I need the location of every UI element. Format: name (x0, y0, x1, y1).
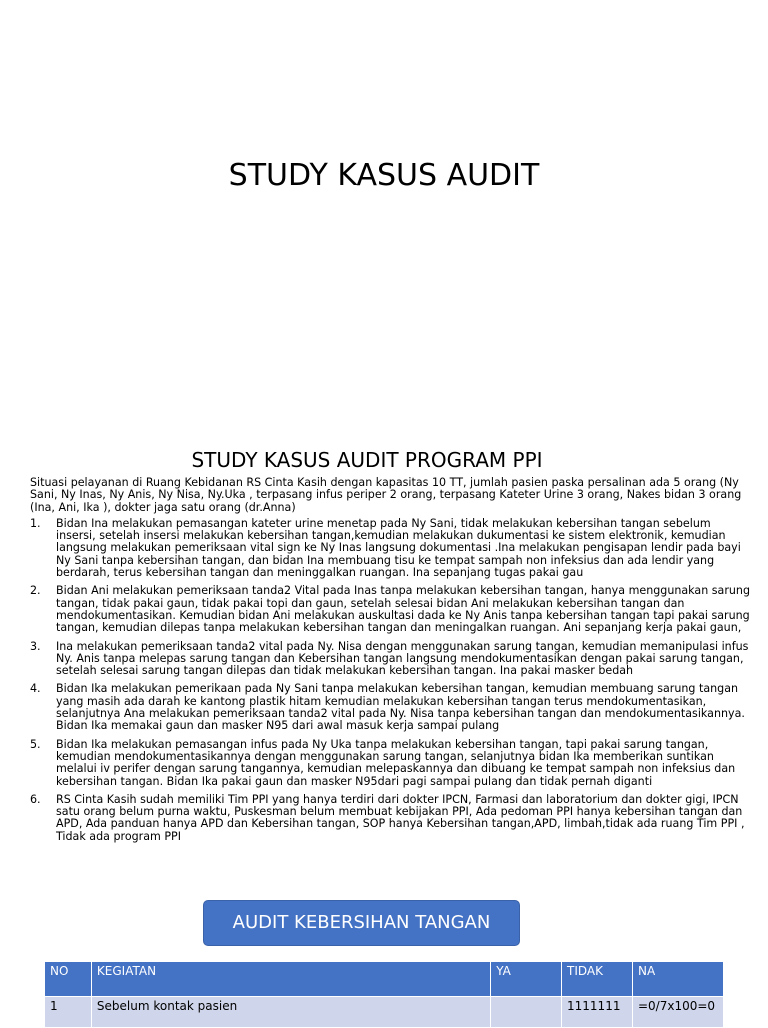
audit-table (44, 961, 724, 1028)
case-intro: Situasi pelayanan di Ruang Kebidanan RS Cinta Kasih dengan kapasitas 10 TT, jumlah pasien paska persalinan ada 5 orang (Ny Sani, Ny Inas, Ny Anis, Ny Nisa, Ny.Uka , terpasang infus periper 2 orang, terpasang Kateter Urine 3 orang, Nakes bidan 3 orang (Ina, Ani, Ika ), dokter jaga satu orang (dr.Anna) (30, 477, 742, 514)
list-item-text: Bidan Ina melakukan pemasangan kateter urine menetap pada Ny Sani, tidak melakukan kebersihan tangan sebelum insersi, setelah insersi melakukan kebersihan tangan,kemudian melakukan dukumentasi ke sistem elektronik, kemudian langsung melakukan pemeriksaan vital sign ke Ny Inas langsung dokumentasi .Ina melakukan pengisapan lendir pada bayi Ny Sani tanpa kebersihan tangan, dan bidan Ina membuang tisu ke tempat sampah non infeksius dan ada lendir yang berdarah, terus kebersihan tangan dan meninggalkan ruangan. Ina sepanjang tugas pakai gau (56, 516, 741, 580)
column-header-no: NO (45, 962, 92, 997)
list-item-number: 5. (30, 737, 41, 751)
list-item (30, 683, 752, 732)
list-item-text: Bidan Ika melakukan pemasangan infus pada Ny Uka tanpa melakukan kebersihan tangan, tapi pakai sarung tangan, kemudian mendokumentasikannya dengan menggunakan sarung tangan, selanjutnya bidan Ika memberikan suntikan melalui iv perifer dengan sarung tangannya, kemudian melepaskannya dan dibuang ke tempat sampah non infeksius dan kebersihan tangan. Bidan Ika pakai gaun dan masker N95dari pagi sampai pulang dan tidak pernah diganti (56, 737, 736, 788)
list-item-text: RS Cinta Kasih sudah memiliki Tim PPI yang hanya terdiri dari dokter IPCN, Farmasi dan laboratorium dan dokter gigi, IPCN satu orang belum purna waktu, Puskesman belum membuat kebijakan PPI, Ada pedoman PPI hanya kebersihan tangan dan APD, Ada panduan hanya APD dan Kebersihan tangan, SOP hanya Kebersihan tangan,APD, limbah,tidak ada ruang Tim PPI , Tidak ada program PPI (56, 792, 745, 843)
list-item (30, 585, 752, 634)
case-study-body (30, 477, 752, 867)
column-header-tidak: TIDAK (562, 962, 633, 997)
table-cell-na: =0/7x100=0 (632, 997, 723, 1028)
list-item-text: Ina melakukan pemeriksaan tanda2 vital pada Ny. Nisa dengan menggunakan sarung tangan, kemudian memanipulasi infus Ny. Anis tanpa melepas sarung tangan dan Kebersihan tangan langsung mendokumentasikan dengan pakai sarung tangan, setelah selesai sarung tangan dilepas dan tidak melakukan kebersihan tangan. Ina pakai masker bedah (56, 639, 749, 678)
list-item (30, 739, 752, 788)
table-row (45, 997, 724, 1028)
case-list (30, 518, 752, 843)
table-cell-ya (491, 997, 562, 1028)
list-item (30, 518, 752, 579)
audit-hand-hygiene-button[interactable]: AUDIT KEBERSIHAN TANGAN (203, 900, 520, 946)
column-header-ya: YA (491, 962, 562, 997)
list-item-text: Bidan Ika melakukan pemerikaan pada Ny Sani tanpa melakukan kebersihan tangan, kemudian membuang sarung tangan yang masih ada darah ke kantong plastik hitam kemudian melakukan kebersihan tangan terus mendokumentasikan, selanjutnya Ana melakukan pemeriksaan tanda2 vital pada Ny. Nisa tanpa kebersihan tangan dan mendokumentasikannya. Bidan Ika memakai gaun dan masker N95 dari awal masuk kerja sampai pulang (56, 682, 745, 733)
list-item-number: 3. (30, 639, 41, 653)
table-cell-tidak: 1111111 (562, 997, 633, 1028)
list-item-number: 2. (30, 584, 41, 598)
ppi-audit-title: STUDY KASUS AUDIT PROGRAM PPI (191, 448, 543, 472)
column-header-kegiatan: KEGIATAN (91, 962, 490, 997)
list-item (30, 641, 752, 678)
list-item (30, 794, 752, 843)
table-cell-kegiatan: Sebelum kontak pasien (91, 997, 490, 1028)
list-item-number: 4. (30, 682, 41, 696)
slide-title: STUDY KASUS AUDIT (228, 158, 540, 193)
table-cell-no: 1 (45, 997, 92, 1028)
title-slide (0, 0, 768, 430)
list-item-number: 6. (30, 792, 41, 806)
column-header-na: NA (632, 962, 723, 997)
table-header-row (45, 962, 724, 997)
list-item-text: Bidan Ani melakukan pemeriksaan tanda2 Vital pada Inas tanpa melakukan kebersihan tangan, hanya menggunakan sarung tangan, tidak pakai gaun, tidak pakai topi dan gaun, setelah selesai bidan Ani melakukan kebersihan tangan dan mendokumentasikan. Kemudian bidan Ani melakukan auskultasi dada ke Ny Anis tanpa kebersihan tangan tapi pakai sarung tangan, kemudian dilepas tanpa melakukan kebersihan tangan dan meningalkan ruangan. Ani sepanjang kerja pakai gaun, (56, 584, 751, 635)
list-item-number: 1. (30, 516, 41, 530)
